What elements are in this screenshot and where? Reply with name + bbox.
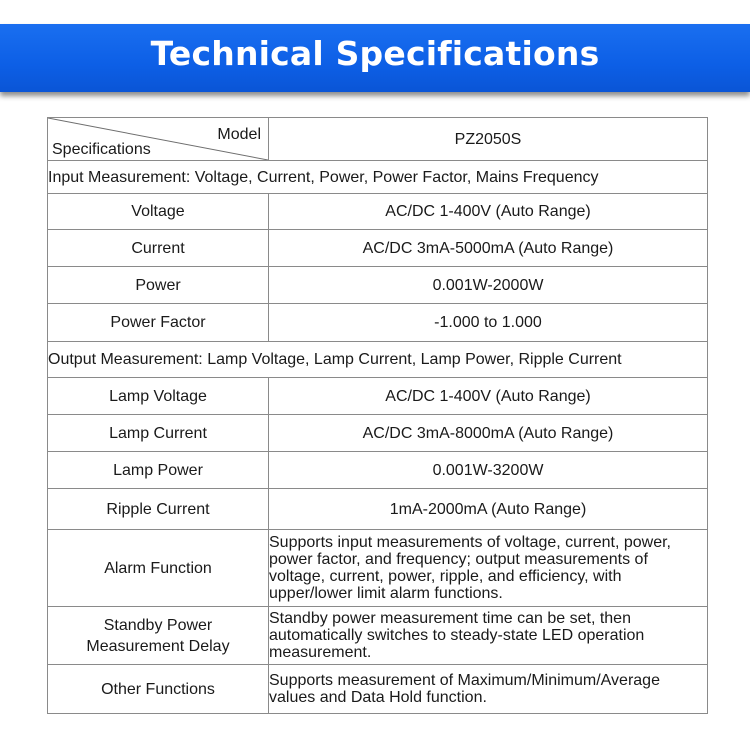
- model-value: PZ2050S: [269, 118, 708, 161]
- row-value: 0.001W-2000W: [269, 267, 708, 304]
- corner-specifications-label: Specifications: [52, 141, 151, 158]
- row-value: AC/DC 1-400V (Auto Range): [269, 378, 708, 415]
- section-row-input: [48, 161, 708, 194]
- standby-label-line1: Standby Power: [103, 616, 213, 634]
- corner-model-label: Model: [217, 126, 261, 143]
- output-section-label: Output Measurement: Lamp Voltage, Lamp Current, Lamp Power, Ripple Current: [48, 342, 708, 378]
- row-label: Lamp Power: [48, 452, 269, 489]
- table-row-alarm: [48, 530, 708, 607]
- table-row: [48, 452, 708, 489]
- page-title: Technical Specifications: [150, 34, 600, 73]
- table-row: [48, 415, 708, 452]
- title-banner: [0, 24, 750, 92]
- other-value: Supports measurement of Maximum/Minimum/Average values and Data Hold function.: [269, 665, 708, 714]
- row-value: AC/DC 1-400V (Auto Range): [269, 194, 708, 230]
- table-row: [48, 378, 708, 415]
- spec-table: [47, 117, 708, 714]
- row-value: -1.000 to 1.000: [269, 304, 708, 342]
- alarm-value: Supports input measurements of voltage, current, power, power factor, and frequency; output measurements of voltage, current, power, ripple, and efficiency, with upper/lower limit alarm functions.: [269, 530, 708, 607]
- corner-cell: [48, 118, 269, 161]
- table-row-other: [48, 665, 708, 714]
- input-section-label: Input Measurement: Voltage, Current, Power, Power Factor, Mains Frequency: [48, 161, 708, 194]
- row-label: Current: [48, 230, 269, 267]
- table-row: [48, 194, 708, 230]
- section-row-output: [48, 342, 708, 378]
- alarm-label: Alarm Function: [48, 530, 269, 607]
- standby-label: [48, 607, 269, 665]
- row-value: 1mA-2000mA (Auto Range): [269, 489, 708, 530]
- row-value: 0.001W-3200W: [269, 452, 708, 489]
- row-label: Power Factor: [48, 304, 269, 342]
- standby-value: Standby power measurement time can be set, then automatically switches to steady-state LED operation measurement.: [269, 607, 708, 665]
- row-label: Lamp Voltage: [48, 378, 269, 415]
- row-label: Lamp Current: [48, 415, 269, 452]
- table-row: [48, 267, 708, 304]
- table-row: [48, 230, 708, 267]
- table-row-standby: [48, 607, 708, 665]
- row-label: Voltage: [48, 194, 269, 230]
- table-row: [48, 304, 708, 342]
- row-value: AC/DC 3mA-5000mA (Auto Range): [269, 230, 708, 267]
- table-row: [48, 489, 708, 530]
- row-label: Ripple Current: [48, 489, 269, 530]
- standby-label-line2: Measurement Delay: [86, 637, 230, 655]
- row-label: Power: [48, 267, 269, 304]
- row-value: AC/DC 3mA-8000mA (Auto Range): [269, 415, 708, 452]
- other-label: Other Functions: [48, 665, 269, 714]
- header-row: [48, 118, 708, 161]
